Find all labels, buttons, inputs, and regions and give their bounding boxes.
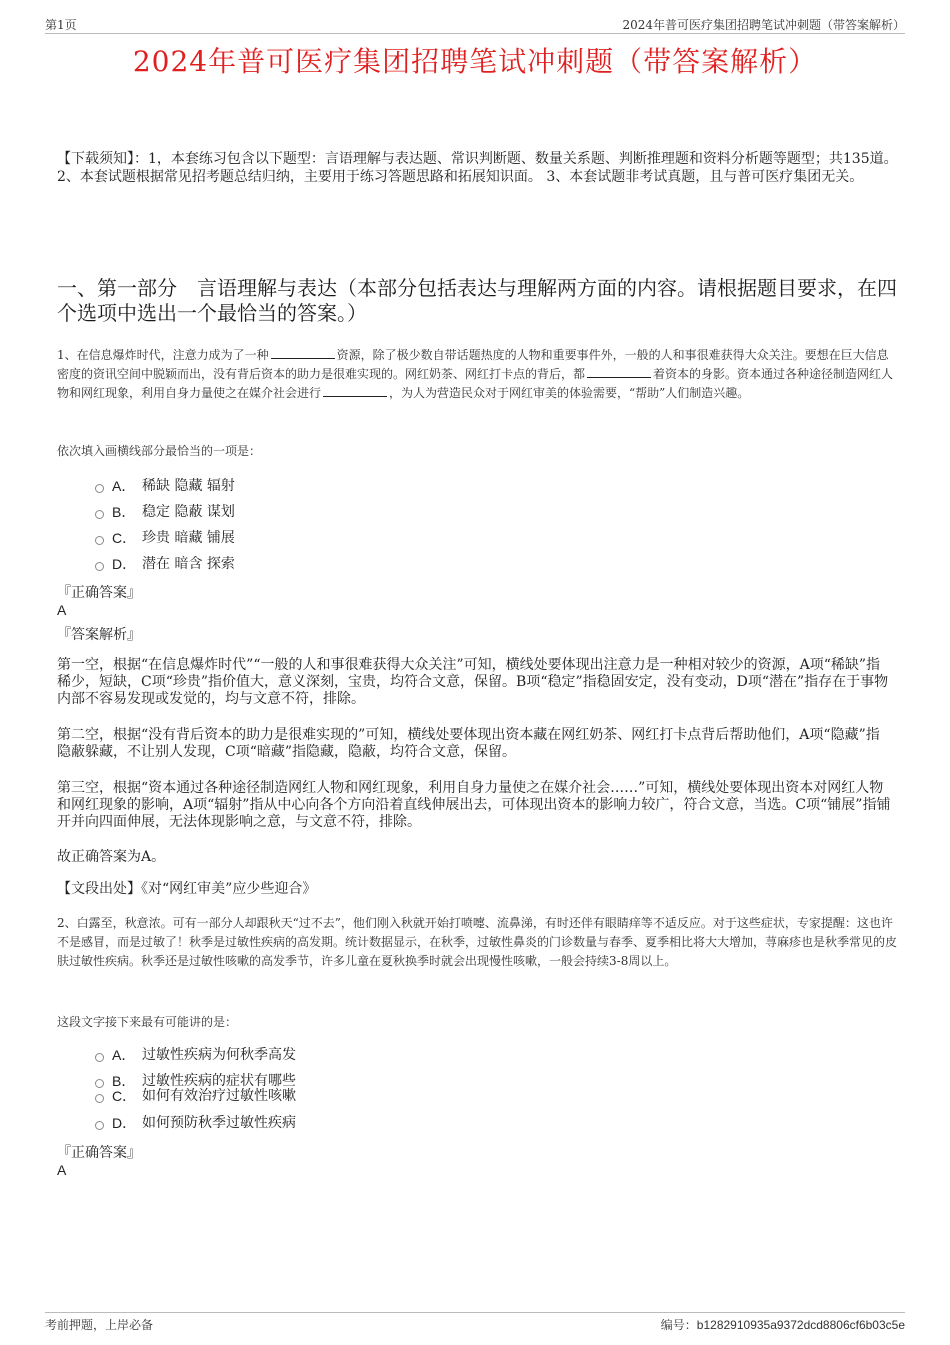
q1-analysis-para-3: 第三空，根据“资本通过各种途径制造网红人物和网红现象，利用自身力量使之在媒介社会……”可知，横线处要体现出资本对网红人物和网红现象的影响，A项“辐射”指从中心向各个方向沿着直线伸展出去，可体现出资本的影响力较广，符合文意，当选。C项“铺展”指铺开并向四面伸展，无法体现影响之意，与文意不符，排除。 <box>57 780 891 830</box>
q1-option-d[interactable] <box>95 554 235 574</box>
question-1-part1: 1、在信息爆炸时代，注意力成为了一种 <box>57 348 269 362</box>
radio-icon[interactable] <box>95 1094 104 1103</box>
option-text: 过敏性疾病的症状有哪些 <box>142 1073 296 1089</box>
header-rule <box>45 33 905 34</box>
q1-analysis-para-1: 第一空，根据“在信息爆炸时代”“一般的人和事很难获得大众关注”可知，横线处要体现出注意力是一种相对较少的资源，A项“稀缺”指稀少，短缺，C项“珍贵”指价值大，意义深刻，宝贵，均符合文意，保留。B项“稳定”指稳固安定，没有变动，D项“潜在”指存在于事物内部不容易发现或发觉的，均与文意不符，排除。 <box>57 657 889 707</box>
section-heading: 一、第一部分 言语理解与表达（本部分包括表达与理解两方面的内容。请根据题目要求，在四个选项中选出一个最恰当的答案。） <box>57 276 897 325</box>
question-2-text: 2、白露至，秋意浓。可有一部分人却跟秋天“过不去”，他们刚入秋就开始打喷嚏、流鼻涕，有时还伴有眼睛痒等不适反应。对于这些症状，专家提醒：这也许不是感冒，而是过敏了！秋季是过敏性疾病的高发期。统计数据显示，在秋季，过敏性鼻炎的门诊数量与春季、夏季相比将大大增加，荨麻疹也是秋季常见的皮肤过敏性疾病。秋季还是过敏性咳嗽的高发季节，许多儿童在夏秋换季时就会出现慢性咳嗽，一般会持续3-8周以上。 <box>57 916 898 968</box>
q2-option-a[interactable] <box>95 1045 296 1065</box>
option-letter: D． <box>112 1115 137 1131</box>
question-1-part4: ，为人为营造民众对于网红审美的体验需要，“帮助”人们制造兴趣。 <box>389 386 750 400</box>
q1-conclusion: 故正确答案为A。 <box>57 849 166 865</box>
download-notice: 【下载须知】：1，本套练习包含以下题型：言语理解与表达题、常识判断题、数量关系题、判断推理题和资料分析题等题型；共135道。 2、本套试题根据常见招考题总结归纳，主要用于练习答题思路和拓展知识面。 3、本套试题非考试真题，且与普可医疗集团无关。 <box>57 151 898 185</box>
option-text: 如何有效治疗过敏性咳嗽 <box>142 1088 296 1104</box>
radio-icon[interactable] <box>95 536 104 545</box>
q2-option-c[interactable] <box>95 1086 296 1106</box>
footer-rule <box>45 1312 905 1313</box>
footer-code <box>661 1316 905 1333</box>
option-letter: A． <box>112 478 136 494</box>
question-1-prompt: 依次填入画横线部分最恰当的一项是： <box>57 444 262 458</box>
option-text: 过敏性疾病为何秋季高发 <box>142 1047 296 1063</box>
page-title: 2024年普可医疗集团招聘笔试冲刺题（带答案解析） <box>132 45 818 78</box>
blank-1 <box>271 348 335 359</box>
option-letter: A． <box>112 1047 136 1063</box>
q1-option-c[interactable] <box>95 528 235 548</box>
radio-icon[interactable] <box>95 562 104 571</box>
radio-icon[interactable] <box>95 510 104 519</box>
blank-2 <box>587 367 651 378</box>
q1-source: 【文段出处】《对“网红审美”应少些迎合》 <box>57 881 317 897</box>
option-letter: B． <box>112 1073 136 1089</box>
q1-option-b[interactable] <box>95 502 235 522</box>
radio-icon[interactable] <box>95 1121 104 1130</box>
q1-analysis-para-2: 第二空，根据“没有背后资本的助力是很难实现的”可知，横线处要体现出资本藏在网红奶茶、网红打卡点背后帮助他们，A项“隐藏”指隐蔽躲藏，不让别人发现，C项“暗藏”指隐藏，隐蔽，均符合文意，保留。 <box>57 727 880 760</box>
q2-option-d[interactable] <box>95 1113 296 1133</box>
q1-answer-label: 『正确答案』 <box>57 585 141 601</box>
question-1-part2: 资源，除了极少数自带话题热度的人物和重要事件外，一般的人和事很难获得大众关注。要想在巨大信息密度的资讯空间中脱颖而出，没有背后资本的助力是很难实现的。网红奶茶、网红打卡点的背后，都 <box>57 348 889 381</box>
blank-3 <box>323 386 387 397</box>
radio-icon[interactable] <box>95 484 104 493</box>
option-text: 潜在 暗含 探索 <box>142 556 235 572</box>
q2-answer-label: 『正确答案』 <box>57 1145 141 1161</box>
q1-option-a[interactable] <box>95 476 235 496</box>
option-text: 稀缺 隐藏 辐射 <box>142 478 235 494</box>
option-text: 稳定 隐蔽 谋划 <box>142 504 235 520</box>
question-1-text <box>57 346 899 403</box>
option-letter: C． <box>112 1088 137 1104</box>
footer-code-label: 编号： <box>660 1318 697 1332</box>
option-text: 如何预防秋季过敏性疾病 <box>142 1115 296 1131</box>
option-letter: C． <box>112 530 137 546</box>
option-text: 珍贵 暗藏 铺展 <box>142 530 235 546</box>
q1-answer: A <box>57 602 67 618</box>
q2-answer: A <box>57 1162 67 1178</box>
header-doc-title: 2024年普可医疗集团招聘笔试冲刺题（带答案解析） <box>622 18 905 32</box>
q1-analysis-label: 『答案解析』 <box>57 627 141 643</box>
question-1-part3: 着资本的身影。资本通过各种途径制造网红人物和网红现象，利用自身力量使之在媒介社会进行 <box>57 367 894 400</box>
question-2-prompt: 这段文字接下来最有可能讲的是： <box>57 1015 238 1029</box>
option-letter: D． <box>112 556 137 572</box>
footer-code-value: b1282910935a9372dcd8806cf6b03c5e <box>696 1318 905 1332</box>
footer-slogan: 考前押题，上岸必备 <box>45 1318 154 1332</box>
option-letter: B． <box>112 504 136 520</box>
radio-icon[interactable] <box>95 1053 104 1062</box>
page-number: 第1页 <box>45 18 77 32</box>
